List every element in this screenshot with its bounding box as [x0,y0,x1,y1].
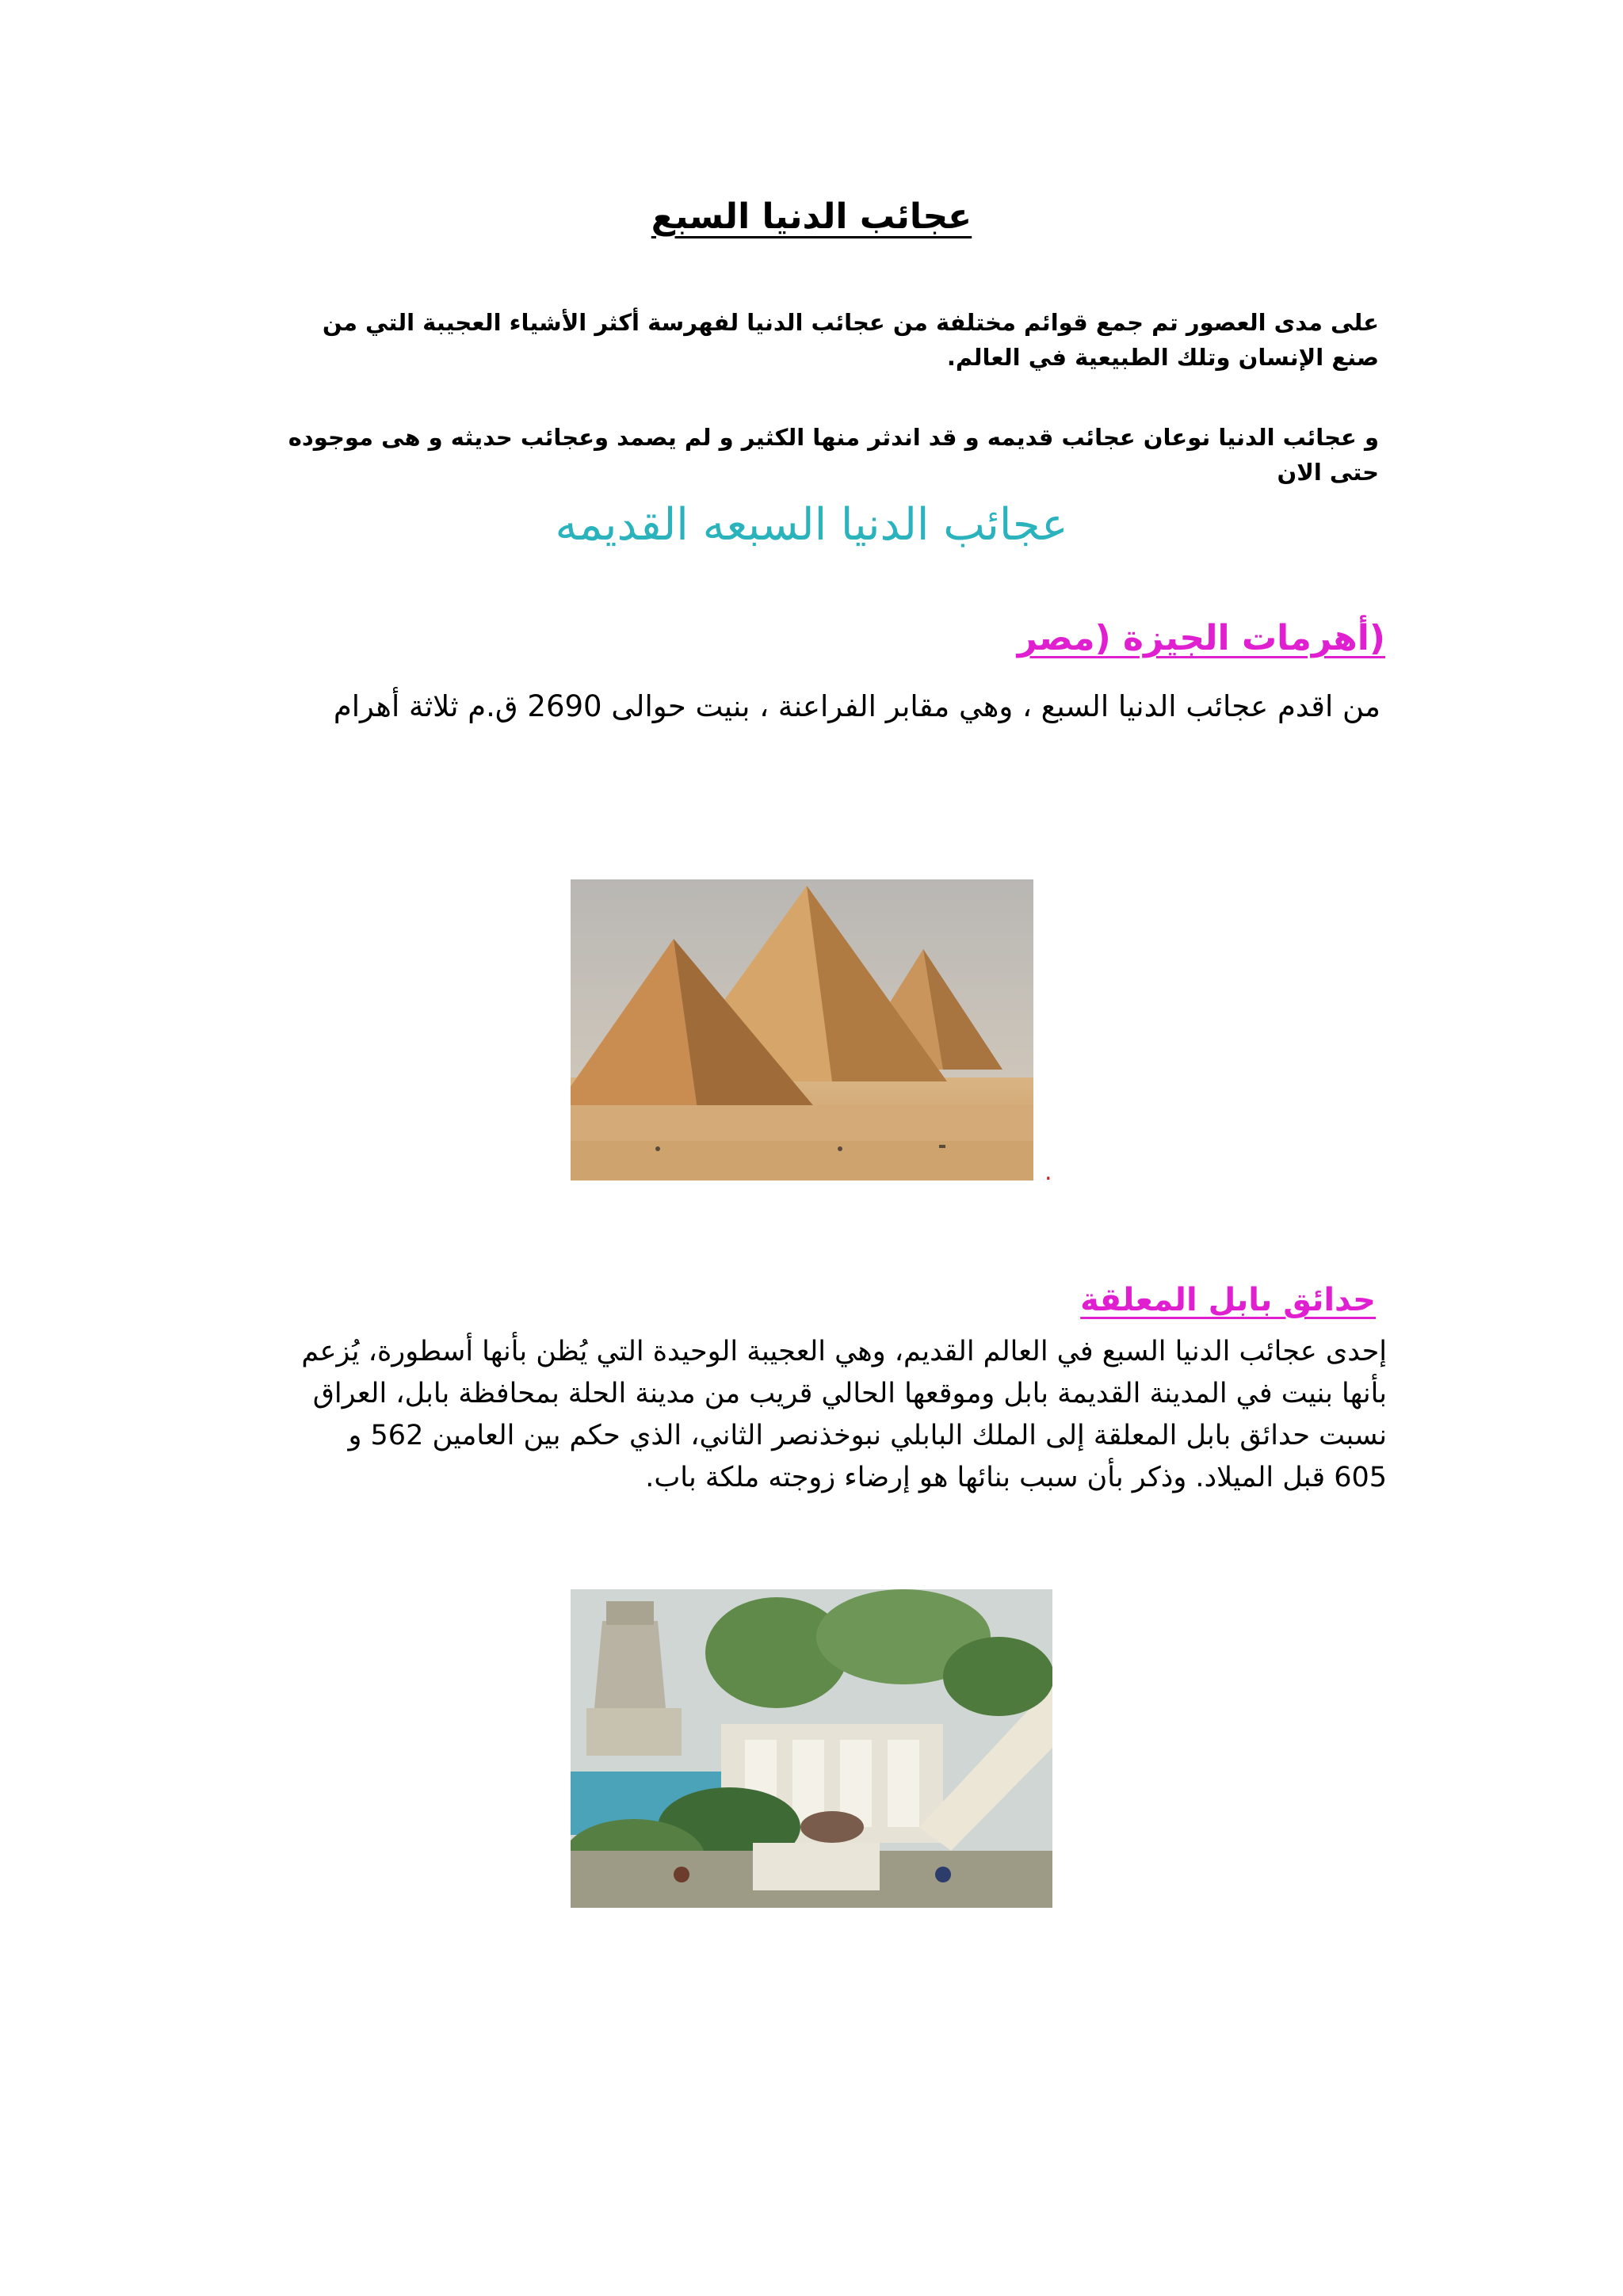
babylon-text-line: 605 قبل الميلاد. وذكر بأن سبب بنائها هو إرضاء زوجته ملكة باب. [645,1462,1387,1493]
babylon-gardens-image [571,1589,1052,1908]
page-title [0,196,1623,237]
babylon-text [242,1331,1387,1499]
red-mark: . [1044,1158,1052,1186]
page-title-text: عجائب الدنيا السبع [651,196,972,237]
babylon-text-line: بأنها بنيت في المدينة القديمة بابل وموقعها الحالي قريب من مدينة الحلة بمحافظة بابل، العراق [312,1378,1387,1409]
intro-paragraph-2: و عجائب الدنيا نوعان عجائب قديمه و قد اندثر منها الكثير و لم يصمد وعجائب حديثه و هى موجوده حتى الان [288,424,1379,486]
pyramids-image [571,879,1033,1180]
babylon-text-line: نسبت حدائق بابل المعلقة إلى الملك البابلي نبوخذنصر الثاني، الذي حكم بين العامين 562 و [348,1420,1387,1451]
babylon-heading: حدائق بابل المعلقة [1080,1282,1376,1318]
pyramids-heading: (أهرمات الجيزة (مصر [1017,618,1385,658]
section-title: عجائب الدنيا السبعه القديمه [555,499,1068,551]
pyramids-text: من اقدم عجائب الدنيا السبع ، وهي مقابر الفراعنة ، بنيت حوالى 2690 ق.م ثلاثة أهرام [333,689,1381,723]
babylon-text-line: إحدى عجائب الدنيا السبع في العالم القديم، وهي العجيبة الوحيدة التي يُظن بأنها أسطورة، يُزعم [301,1336,1387,1367]
intro-paragraph-1: على مدى العصور تم جمع قوائم مختلفة من عجائب الدنيا لفهرسة أكثر الأشياء العجيبة التي من صنع الإنسان وتلك الطبيعية في العالم. [322,309,1379,371]
